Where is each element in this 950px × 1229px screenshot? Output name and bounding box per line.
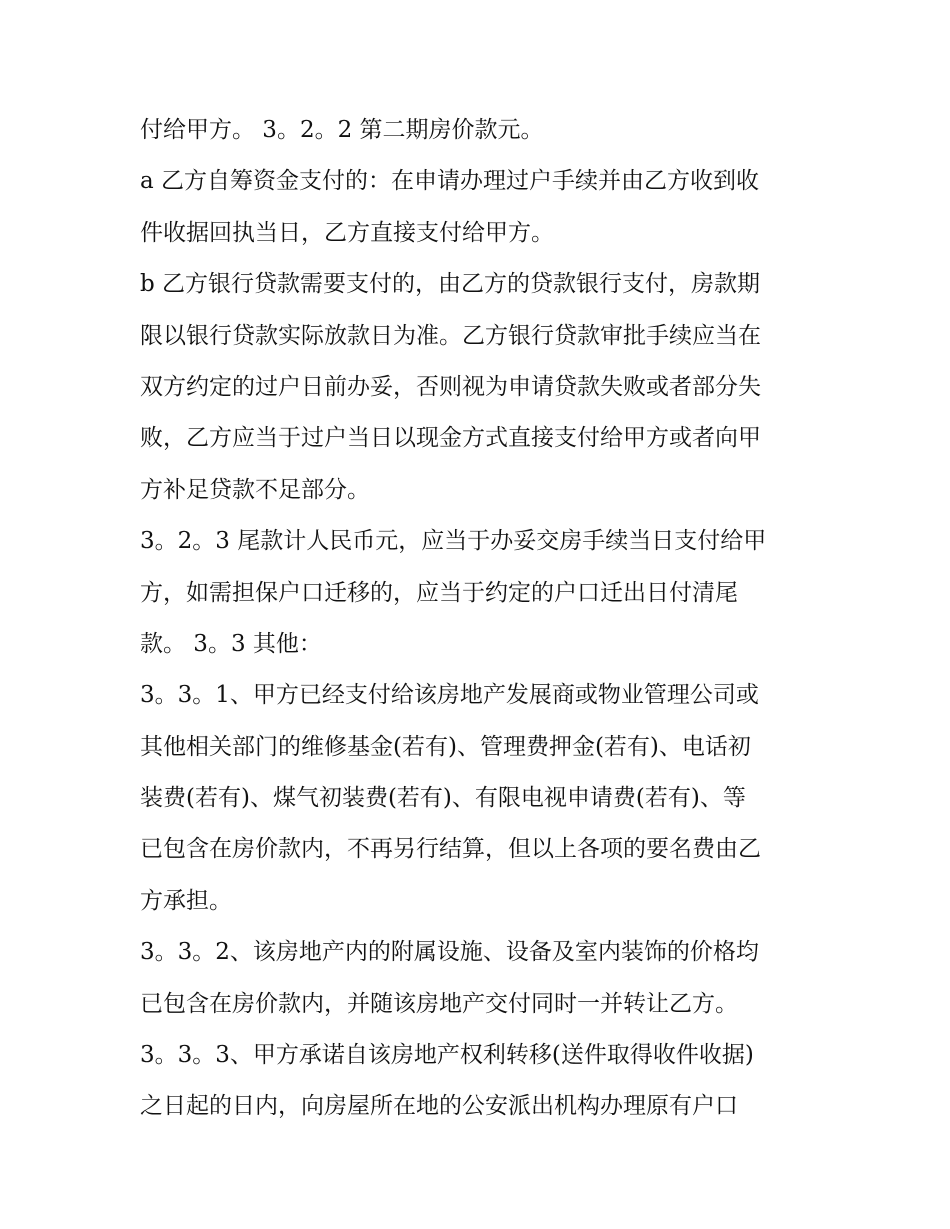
text-line: b 乙方银行贷款需要支付的，由乙方的贷款银行支付，房款期 — [140, 271, 761, 298]
text-line: 已包含在房价款内，并随该房地产交付同时一并转让乙方。 — [140, 990, 738, 1017]
text-line: 款。 3。3 其他： — [140, 630, 322, 657]
text-line: 方补足贷款不足部分。 — [140, 476, 370, 503]
text-line: 败，乙方应当于过户当日以现金方式直接支付给甲方或者向甲 — [140, 425, 761, 452]
text-line: 其他相关部门的维修基金(若有)、管理费押金(若有)、电话初 — [140, 733, 751, 760]
text-line: 之日起的日内，向房屋所在地的公安派出机构办理原有户口 — [140, 1093, 738, 1120]
text-line: 方，如需担保户口迁移的，应当于约定的户口迁出日付清尾 — [140, 579, 738, 606]
text-line: 付给甲方。 3。2。2 第二期房价款元。 — [140, 117, 544, 143]
text-line: 方承担。 — [140, 887, 232, 914]
text-line: 3。3。3、甲方承诺自该房地产权利转移(送件取得收件收据) — [140, 1042, 754, 1069]
text-line: 限以银行贷款实际放款日为准。乙方银行贷款审批手续应当在 — [140, 322, 761, 349]
text-line: 双方约定的过户日前办妥，否则视为申请贷款失败或者部分失 — [140, 373, 761, 400]
document-body — [140, 105, 830, 1133]
text-line: 件收据回执当日，乙方直接支付给甲方。 — [140, 219, 554, 246]
text-line: 3。2。3 尾款计人民币元，应当于办妥交房手续当日支付给甲 — [140, 528, 767, 555]
text-line: 3。3。1、甲方已经支付给该房地产发展商或物业管理公司或 — [140, 682, 759, 709]
text-line: a 乙方自筹资金支付的：在申请办理过户手续并由乙方收到收 — [140, 168, 760, 195]
text-line: 已包含在房价款内，不再另行结算，但以上各项的要名费由乙 — [140, 836, 761, 863]
text-line: 3。3。2、该房地产内的附属设施、设备及室内装饰的价格均 — [140, 939, 759, 966]
text-line: 装费(若有)、煤气初装费(若有)、有限电视申请费(若有)、等 — [140, 785, 746, 812]
